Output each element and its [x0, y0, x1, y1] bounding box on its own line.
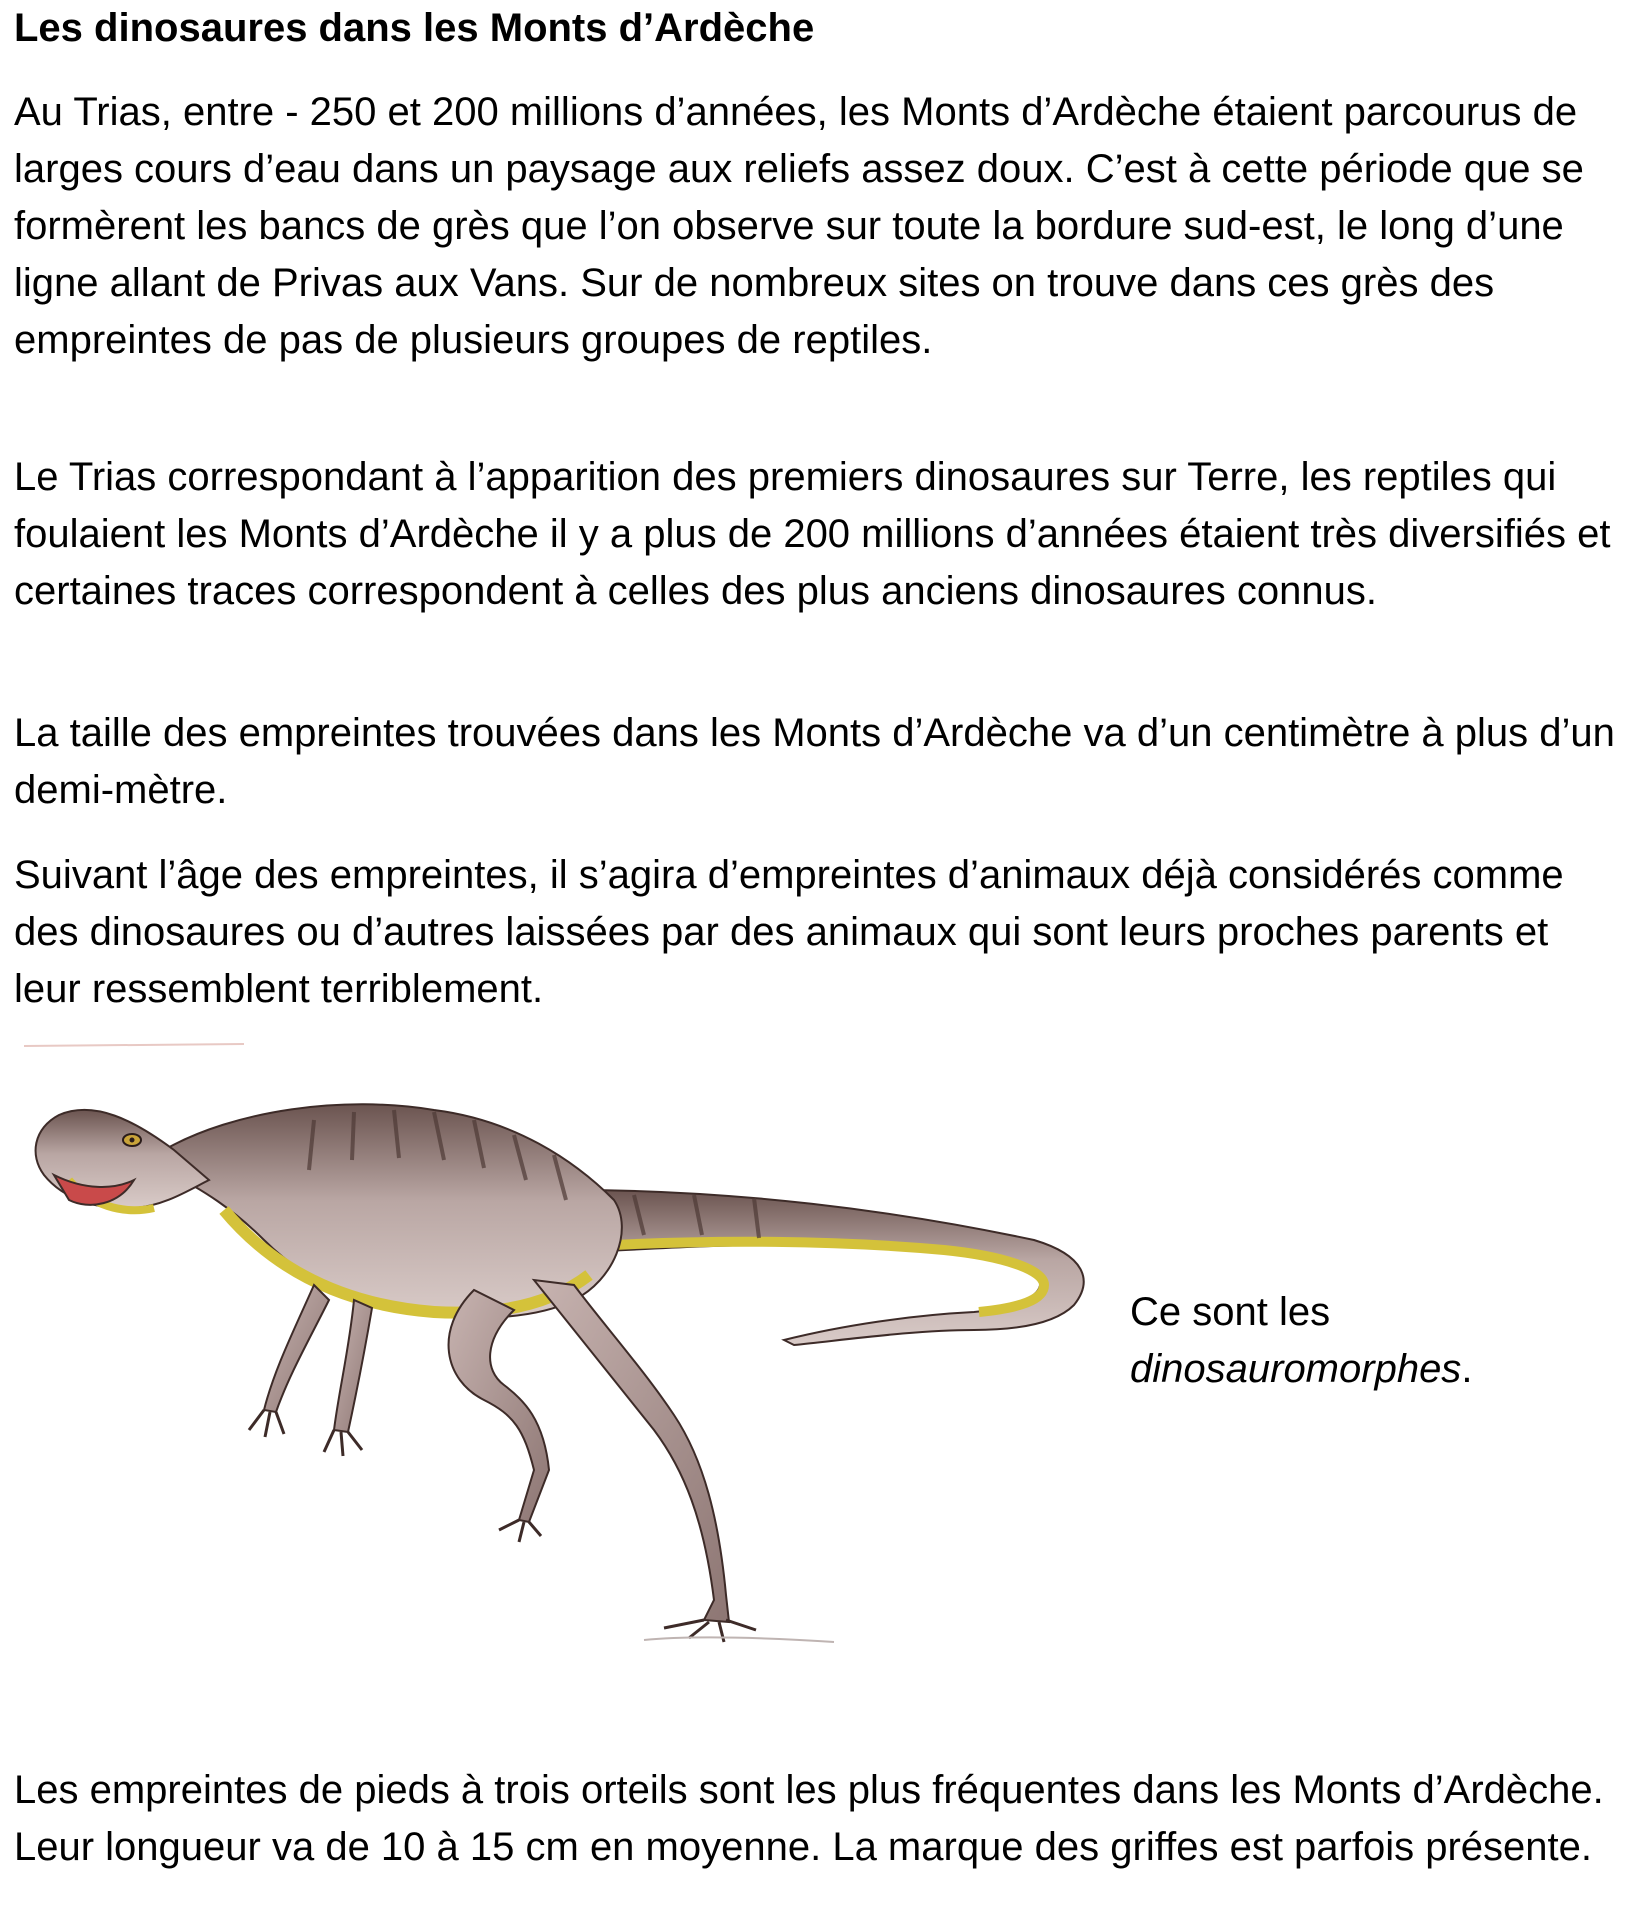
paragraph-three-toed-prints: Les empreintes de pieds à trois orteils sont les plus fréquentes dans les Monts d’Ardèche. Leur longueur va de 10 à 15 cm en moyenne. La marque des griffes est parfois présente. [14, 1768, 1604, 1869]
dinosaur-illustration [14, 1040, 1094, 1680]
caption-term: dinosauromorphes [1130, 1347, 1462, 1391]
caption-period: . [1461, 1347, 1473, 1391]
figure-caption [1130, 1284, 1472, 1398]
caption-line: Ce sont les [1130, 1290, 1331, 1334]
page-title: Les dinosaures dans les Monts d’Ardèche [14, 6, 815, 50]
paragraph-footprint-size: La taille des empreintes trouvées dans les Monts d’Ardèche va d’un centimètre à plus d’un demi-mètre. [14, 711, 1615, 812]
caption-term-line [1130, 1341, 1472, 1398]
paragraph-dinosaurs-apparition: Le Trias correspondant à l’apparition des premiers dinosaures sur Terre, les reptiles qui foulaient les Monts d’Ardèche il y a plus de 200 millions d’années étaient très diversifiés et certaines traces correspondent à celles des plus anciens dinosaures connus. [14, 455, 1611, 613]
paragraph-footprint-age: Suivant l’âge des empreintes, il s’agira d’empreintes d’animaux déjà considérés comme des dinosaures ou d’autres laissées par des animaux qui sont leurs proches parents et leur ressemblent terriblement. [14, 853, 1564, 1011]
paragraph-trias: Au Trias, entre - 250 et 200 millions d’années, les Monts d’Ardèche étaient parcourus de larges cours d’eau dans un paysage aux reliefs assez doux. C’est à cette période que se formèrent les bancs de grès que l’on observe sur toute la bordure sud-est, le long d’une ligne allant de Privas aux Vans. Sur de nombreux sites on trouve dans ces grès des empreintes de pas de plusieurs groupes de reptiles. [14, 90, 1584, 362]
